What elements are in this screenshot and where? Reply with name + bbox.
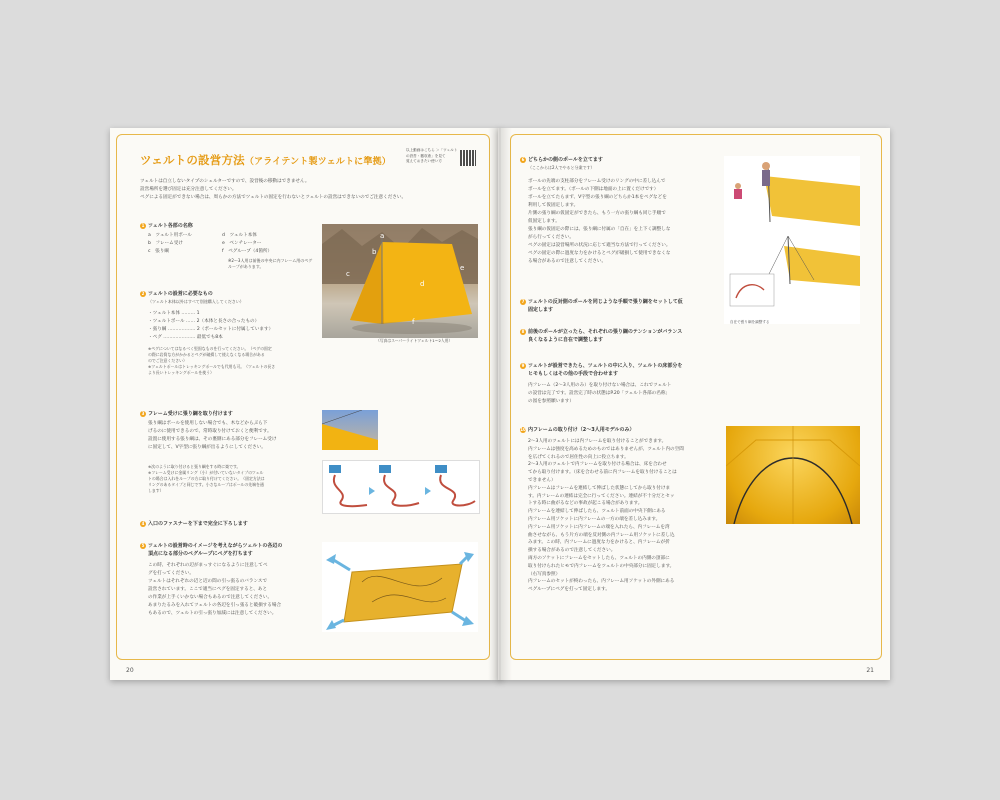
body-line: に固定して、V字型に張り綱が出るようにしてください。 (148, 445, 266, 450)
section-4-title (140, 520, 248, 527)
body-line: 曲させながら、もう片方の端を反対側の内フレーム用ソケットに差し込 (528, 532, 675, 538)
section-2-title (140, 290, 213, 297)
body-line: 内フレーム用ソケットに内フレームの端を入れたら、内フレームを湾 (528, 524, 670, 530)
peg-layout-illustration (322, 542, 478, 632)
required-items (148, 310, 318, 342)
body-line: もあるので、ツェルトの引っ張り加減には注意してください。 (148, 611, 277, 616)
section-2-title-text: ツェルトの設営に必要なもの (148, 291, 213, 297)
intro-text (140, 178, 480, 202)
part-item: a ツェルト用ポール (148, 233, 192, 238)
note-line: のでご注意ください） (148, 358, 187, 363)
required-item: ・張り綱 ……………… 2（ポールセットに付属しています） (148, 327, 274, 332)
book-spine (488, 128, 512, 680)
section-5-body (148, 562, 320, 618)
body-line: 2〜3人用のツェルトで内フレームを取り付ける場合は、床を合わせ (528, 462, 667, 468)
section-5-title-text: ツェルトの設営時のイメージを考えながらツェルトの各辺の (148, 543, 283, 549)
body-line: ポールの先端の支柱部分をフレーム受けのリングの中に差し込んで (528, 179, 666, 184)
body-line: ポールを立てます。（ポールの下側は地面の上に置くだけです） (528, 187, 659, 192)
section-6-title (520, 156, 603, 163)
step-badge: 8 (521, 328, 525, 334)
part-item: b フレーム受け (148, 241, 183, 246)
step-badge: 1 (141, 222, 145, 228)
title-sub: （アライテント製ツェルトに準拠） (244, 157, 391, 167)
parts-list-col2 (222, 232, 312, 256)
body-line: グを打ってください。 (148, 571, 194, 576)
body-line: 内フレームのセットが終わったら、内フレーム用ソケットの外側にある (528, 579, 675, 585)
page-number-left: 20 (126, 667, 134, 674)
section-8-title-text: 前後のポールが立ったら、それぞれの張り綱のテンションがバランス (528, 329, 683, 335)
note-line: より長いトレッキングポールを使う） (148, 370, 214, 375)
body-line: この時、それぞれの辺がまっすぐになるように注意してペ (148, 563, 268, 568)
body-line: 内フレーム（2〜3人用のみ）を取り付けない場合は、これでツェルト (528, 383, 672, 388)
body-line: 内フレームはフレームを連結して伸ばした状態にしてから取り付けま (528, 485, 671, 491)
section-7-title-text: ツェルトの反対側のポールを同じような手順で張り綱をセットして仮 (528, 299, 683, 305)
title-main: ツェルトの設営方法 (140, 153, 245, 167)
body-line: ツェルトはそれぞれの辺と辺の間の引っ張るのバランスで (148, 579, 268, 584)
section-9-title-text: ツェルトが設営できたら、ツェルトの中に入り、ツェルトの床部分を (528, 363, 683, 369)
body-line: の作業が上手くいかない場合もあるので注意してください。 (148, 595, 273, 600)
body-line: 内フレーム用ソケットに内フレームの一方の端を差し込みます。 (528, 516, 661, 522)
body-line: 内フレームを連結して伸ばしたら、ツェルト前面の中央下側にある (528, 509, 666, 515)
section-10-title-text: 内フレームの取り付け（2〜3人用モデルのみ） (528, 427, 635, 433)
figure-caption: 自在で張り綱を調整する (730, 320, 770, 324)
photo-label-a: a (380, 232, 385, 240)
tent-photo-illustration (322, 224, 478, 338)
section-1-title (140, 222, 193, 229)
intro-line: ツェルトは自立しないタイプのシェルターですので、設営後の移動はできません。 (140, 179, 310, 184)
part-item: e ベンチレーター (222, 241, 262, 246)
section-10-body (528, 438, 724, 594)
photo-label-b: b (372, 248, 377, 256)
part-item: d ツェルト本体 (222, 233, 257, 238)
body-line: 仮固定します。 (528, 219, 560, 224)
photo-label-c: c (346, 270, 350, 278)
section-9-body (528, 382, 722, 406)
body-line: ペグの固定は設営場所の状況に応じて適当な方法で行ってください。 (528, 243, 671, 248)
note-line: ※ペグについてはなるべく堅固なものを行ってください。（ペグの固定 (148, 346, 272, 351)
inner-frame-photo (726, 426, 860, 524)
body-line: げるのに使用できるので、常時取り付けておくと便利です。 (148, 429, 272, 434)
intro-line: 設営場所を選び固定は充分注意してください。 (140, 187, 237, 192)
body-line: の図を参照願います） (528, 399, 574, 404)
note-line: リングのあるタイプと同じです。小さなループはポールの先端を通 (148, 482, 264, 487)
qr-note-1: 以上動画はこちら ＞「ツェルト (406, 148, 458, 152)
section-3-title (140, 410, 233, 417)
section-3-title-text: フレーム受けに張り綱を取り付けます (148, 411, 233, 417)
section-6-sub: （ここからは2人でやると分業です） (528, 165, 595, 170)
body-line: 片側の張り綱の仮固定ができたら、もう一方の張り綱も同じ手順で (528, 211, 666, 216)
section-7-title (520, 298, 720, 314)
step-badge: 5 (141, 542, 145, 548)
body-line: ポールを立てたらまず、V字型の張り綱のどちらか1本をペグなどを (528, 195, 667, 200)
note-line: の際に岩質な方がかかるとペグが破損して使えなくなる場合がある (148, 352, 265, 357)
section-6-title-text: どちらかの側のポールを立てます (528, 157, 603, 163)
qr-note (406, 148, 458, 165)
section-8-title (520, 328, 720, 344)
note-line: ※次のように取り付けると張り綱をする時に楽です。 (148, 464, 241, 469)
photo-label-d: d (420, 280, 425, 288)
inner-frame-illustration (726, 426, 860, 524)
body-line: る場合があるので注意してください。 (528, 259, 607, 264)
required-item: ・ツェルト本体 ……… 1 (148, 311, 200, 316)
note-line: トの場合は入れをループの方に取り付けてください。（固定方法は (148, 476, 265, 481)
body-line: できません） (528, 477, 556, 483)
photo-caption: （写真はスーパーライトツェルト1〜2人用） (376, 338, 453, 343)
body-line: トする時に曲がるなどの事故が起こる場合があります。 (528, 501, 643, 507)
parts-list-col1 (148, 232, 218, 256)
section-5-title (140, 542, 320, 558)
section-6-body (528, 178, 722, 266)
qr-note-2: の設営・撤収術」を見て (406, 153, 446, 158)
guyline-photo (322, 410, 378, 450)
step-badge: 6 (521, 156, 525, 162)
step-badge: 9 (521, 362, 525, 368)
body-line: ペグの固定の際に過度な力をかけるとペグが破損して使用できなくな (528, 251, 671, 256)
page-number-right: 21 (866, 667, 874, 674)
body-line: がら行ってください。 (528, 235, 574, 240)
parts-note: ※2〜3人用は前後の中央に内フレーム用のペグループがあります。 (228, 258, 313, 269)
section-7-title-text-2: 固定します (528, 307, 554, 313)
section-10-title (520, 426, 635, 433)
photo-label-e: e (460, 264, 465, 272)
part-item: c 張り綱 (148, 249, 169, 254)
note-line: ※フレーム受けに金属リング（小）が付いていないタイプのツェル (148, 470, 264, 475)
intro-line: ペグによる固定ができない場合は、周らかの方法でツェルトの固定を行わないとツェルトの設営はできないのでご注意ください。 (140, 195, 407, 200)
part-item: f ペグループ（4箇所） (222, 249, 273, 254)
section-3-notes (148, 464, 318, 494)
qr-note-3: 覚えておきたい使い方 (406, 159, 442, 163)
body-line: 設置に使用する張り綱は、その裏側にある部分をフレーム受け (148, 437, 277, 442)
body-line: てから取り付けます。（床を合わせる前に内フレームを取り付けることは (528, 470, 677, 476)
body-line: 両方のソケットにフレームをセットしたら、ツェルトの内側の頂部に (528, 555, 670, 561)
step-badge: 2 (141, 290, 145, 296)
right-page (498, 128, 890, 680)
note-line: します） (148, 488, 164, 493)
section-1-title-text: ツェルト各部の名称 (148, 223, 193, 229)
section-9-title (520, 362, 720, 378)
body-line: （右写真参照） (528, 571, 561, 577)
step-badge: 4 (141, 520, 145, 526)
photo-label-f: f (412, 318, 415, 326)
body-line: 2〜3人用のツェルトには内フレームを取り付けることができます。 (528, 439, 667, 444)
pole-setup-diagram (724, 156, 860, 324)
guyline-photo-illustration (322, 410, 378, 450)
body-line: 損する場合があるので注意してください。 (528, 548, 616, 554)
qr-code-icon[interactable] (460, 150, 476, 166)
section-8-title-text-2: 良くなるように自在で調整します (528, 337, 604, 343)
tent-photo (322, 224, 478, 338)
body-line: 設営されています。ここで適当にペグを固定すると、あと (148, 587, 268, 592)
pole-setup-illustration (724, 156, 860, 324)
section-9-title-text-2: ヒモもしくはその他の手段で合わせます (528, 371, 619, 377)
required-notes (148, 346, 318, 376)
open-book (110, 128, 890, 688)
section-2-sub: （ツェルト本体以外はすべて別途購入してください） (148, 299, 244, 304)
body-line: の設営は完了です。設営完了時の状態はP.20「ツェルト各部の名称」 (528, 391, 671, 396)
note-line: ※ツェルトポールはトレッキングポールでも代用も可。（ツェルトの長さ (148, 364, 276, 369)
body-line: 張り綱はポールを使用しない場合でも、木などからぶら下 (148, 421, 268, 426)
body-line: 内フレームは強度を高めるためのものではありませんが、ツェルト内の空間 (528, 446, 684, 452)
required-item: ・ペグ ………………… 最低でも8本 (148, 335, 223, 340)
body-line: を広げてくれるので居住性の向上に役立ちます。 (528, 454, 629, 460)
section-4-title-text: 入口のファスナーを下まで完全に下ろします (148, 521, 248, 527)
page-title (140, 152, 391, 168)
section-3-body (148, 420, 318, 452)
required-item: ・ツェルトポール …… 2（本体と長さの合ったもの） (148, 319, 260, 324)
body-line: 張り綱の仮固定の際には、張り綱に付属の「自在」を上下く調整しな (528, 227, 671, 232)
knot-diagram-illustration (323, 461, 479, 513)
step-badge: 7 (521, 298, 525, 304)
body-line: 取り付けられたヒモで内フレームをツェルトの中央部分に固定します。 (528, 563, 675, 569)
body-line: 利用して仮固定します。 (528, 203, 579, 208)
body-line: す。内フレームの連結は完全に行ってください。連結が不十分だとセッ (528, 493, 675, 499)
step-badge: 10 (520, 426, 526, 432)
body-line: ペグループにペグを打って固定します。 (528, 587, 610, 593)
body-line: あまりたるみを入れてツェルトの各辺を引っ張ると破損する場合 (148, 603, 282, 608)
section-5-title-text-2: 頂点になる部分のペグループにペグを打ちます (148, 551, 253, 557)
left-page (110, 128, 502, 680)
body-line: みます。この時、内フレームに過度な力をかけると、内フレームが折 (528, 540, 670, 546)
step-badge: 3 (141, 410, 145, 416)
peg-layout-diagram (322, 542, 478, 632)
knot-diagram (322, 460, 480, 514)
